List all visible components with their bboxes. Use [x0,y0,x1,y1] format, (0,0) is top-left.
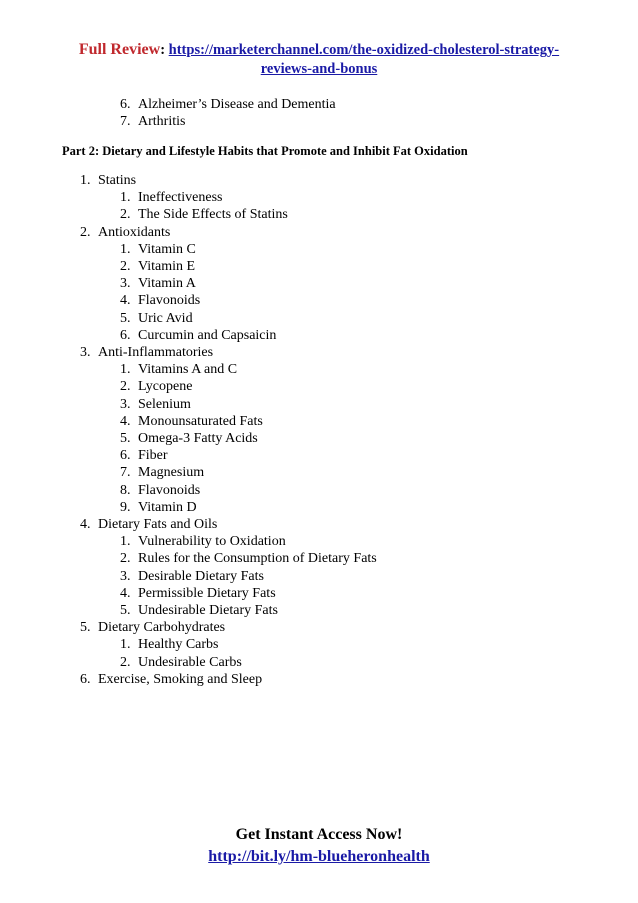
list-text: Undesirable Dietary Fats [138,603,278,618]
list-number: 8. [120,482,131,498]
list-number: 7. [120,465,131,481]
list-number: 2. [120,207,131,223]
list-number: 2. [120,259,131,274]
list-text: Vulnerability to Oxidation [138,534,286,550]
list-number: 4. [120,413,131,429]
list-text: Anti-Inflammatories [98,345,214,360]
list-text: Vitamin D [138,499,197,515]
list-text: Exercise, Smoking and Sleep [98,671,263,687]
list-number: 5. [80,620,91,636]
list-number: 6. [80,671,91,687]
list-text: Vitamin E [138,259,196,274]
cta-heading: Get Instant Access Now! [235,826,403,843]
list-number: 3. [120,568,131,584]
review-separator: : [160,42,166,58]
list-text: Monounsaturated Fats [138,413,263,429]
list-number: 4. [80,517,91,532]
list-number: 5. [120,310,131,326]
list-text: Dietary Fats and Oils [98,517,218,532]
list-text: Statins [98,173,137,188]
list-number: 3. [120,396,131,412]
list-number: 1. [120,190,131,206]
review-link-line2[interactable]: reviews-and-bonus [260,61,378,77]
list-text: Arthritis [138,114,186,129]
part-heading: Part 2: Dietary and Lifestyle Habits that Promote and Inhibit Fat Oxidation [62,144,468,158]
list-number: 2. [120,551,131,567]
cta-link-wrap [0,848,638,866]
cta-link[interactable]: http://bit.ly/hm-blueheronhealth [208,848,430,865]
list-text: Vitamins A and C [138,362,238,378]
list-text: Flavonoids [138,482,201,498]
list-text: Healthy Carbs [138,637,219,653]
list-number: 5. [120,603,131,618]
list-text: Vitamin C [138,241,196,257]
list-number: 4. [120,585,131,601]
list-number: 7. [120,114,131,129]
list-text: Flavonoids [138,293,201,309]
list-number: 1. [120,637,131,653]
review-link-line1[interactable]: https://marketerchannel.com/the-oxidized-cholesterol-strategy- [168,42,560,58]
review-label: Full Review [78,41,161,58]
list-text: Lycopene [138,379,193,395]
list-number: 6. [120,97,131,112]
list-number: 6. [120,327,131,343]
list-text: Curcumin and Capsaicin [138,327,277,343]
list-text: Alzheimer’s Disease and Dementia [138,97,336,112]
list-text: Desirable Dietary Fats [138,568,264,584]
list-number: 2. [120,654,131,670]
list-text: Dietary Carbohydrates [98,620,226,636]
list-text: Rules for the Consumption of Dietary Fats [138,551,377,567]
list-number: 2. [120,379,131,395]
list-number: 3. [80,345,91,360]
list-text: Vitamin A [138,276,196,292]
list-text: Uric Avid [138,310,193,326]
list-number: 6. [120,448,131,464]
list-number: 9. [120,499,131,515]
list-text: Ineffectiveness [138,190,223,206]
list-text: Antioxidants [98,224,171,240]
list-number: 1. [120,241,131,257]
list-number: 5. [120,431,131,446]
list-number: 1. [80,173,91,188]
list-text: Fiber [138,448,168,464]
list-number: 1. [120,362,131,378]
review-header [0,40,638,79]
list-number: 2. [80,224,91,240]
list-text: The Side Effects of Statins [138,207,288,223]
list-text: Omega-3 Fatty Acids [138,431,258,446]
list-text: Undesirable Carbs [138,654,242,670]
list-number: 1. [120,534,131,550]
list-number: 4. [120,293,131,309]
list-text: Magnesium [138,465,205,481]
list-text: Permissible Dietary Fats [138,585,276,601]
list-number: 3. [120,276,131,292]
list-text: Selenium [138,396,191,412]
